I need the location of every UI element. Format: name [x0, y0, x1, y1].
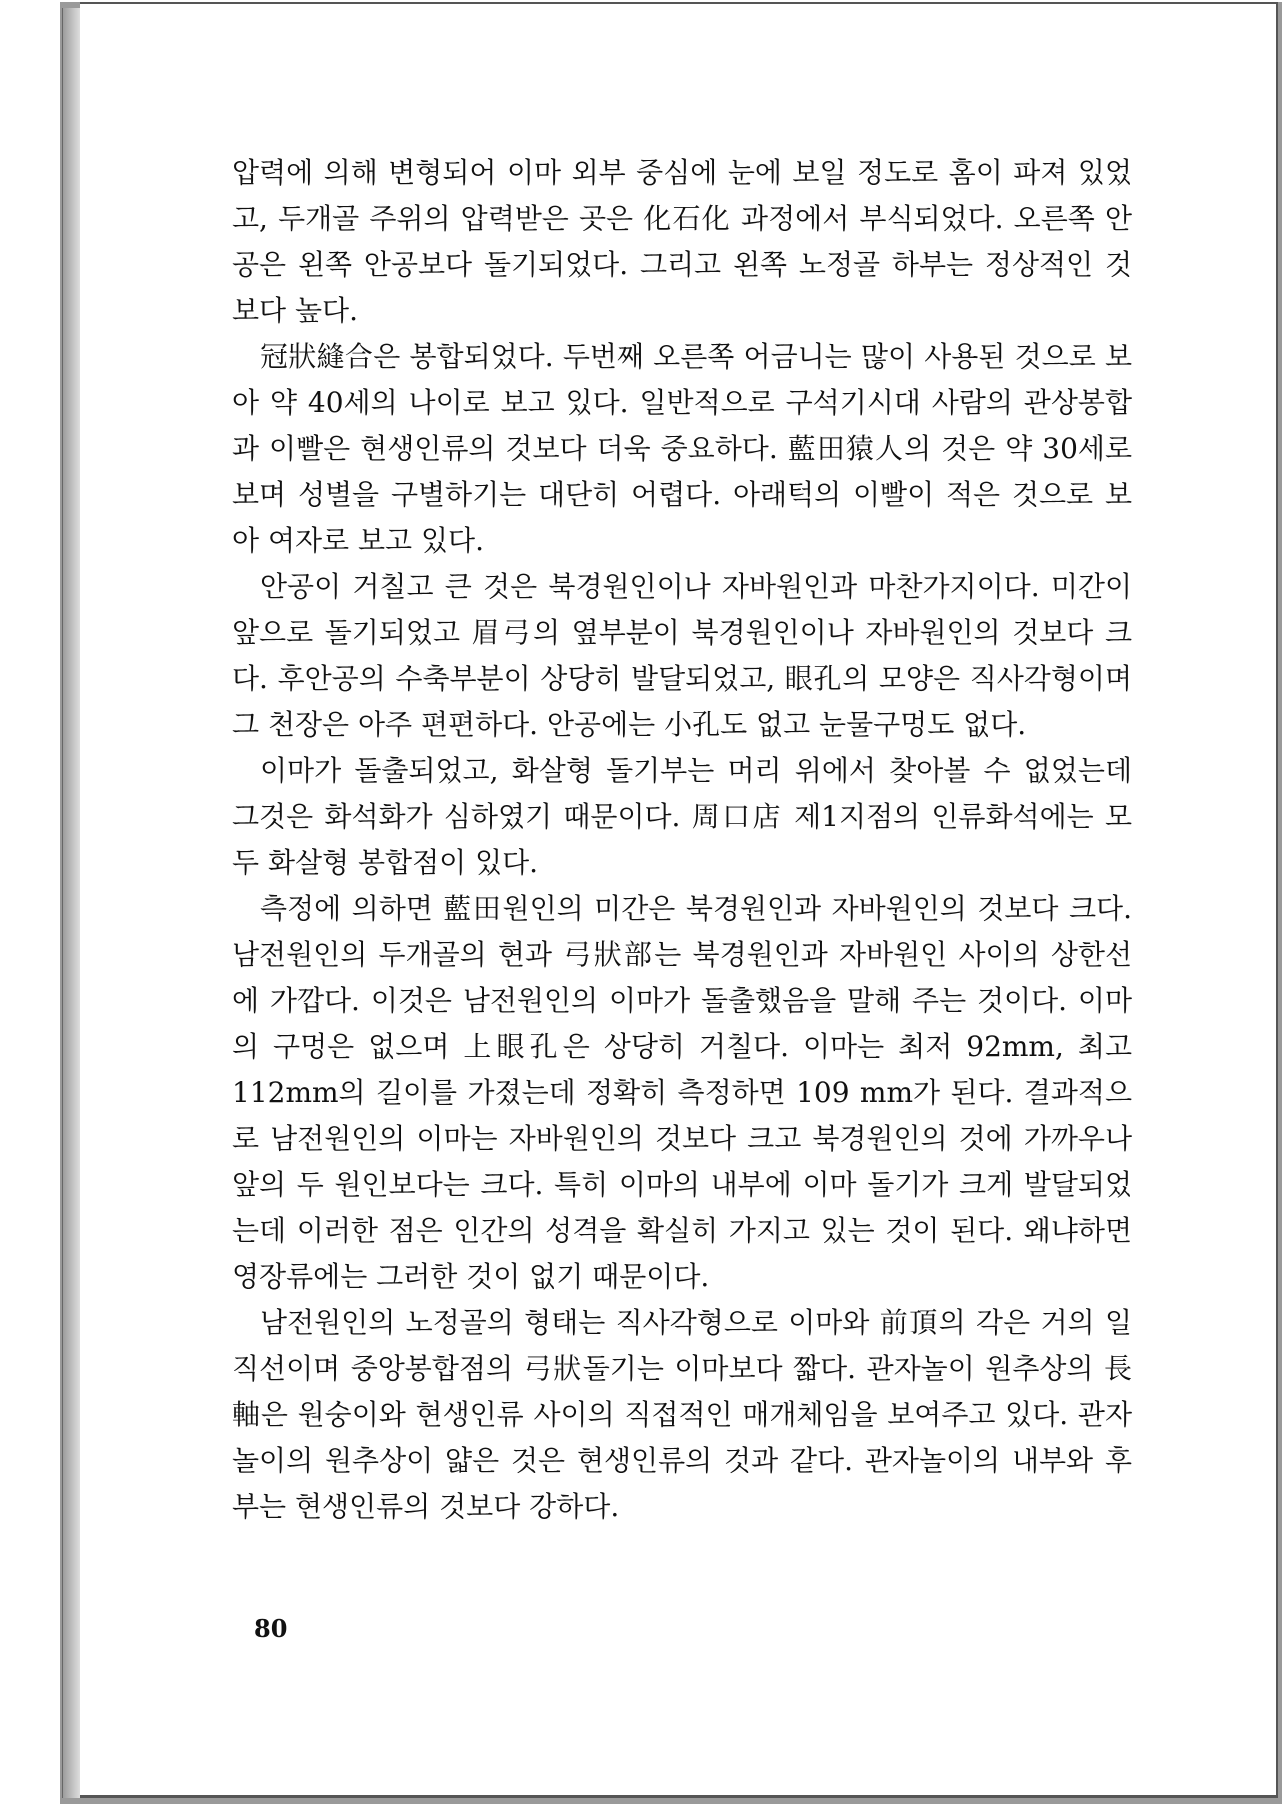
- paragraph-6: 남전원인의 노정골의 형태는 직사각형으로 이마와 前頂의 각은 거의 일직선이며 중앙봉합점의 弓狀돌기는 이마보다 짧다. 관자놀이 원추상의 長軸은 원숭이와 현생인류 사이의 직접적인 매개체임을 보여주고 있다. 관자놀이의 원추상이 얇은 것은 현생인류의 것과 같다. 관자놀이의 내부와 후부는 현생인류의 것보다 강하다.: [232, 1306, 1132, 1523]
- paragraph-2: 冠狀縫合은 봉합되었다. 두번째 오른쪽 어금니는 많이 사용된 것으로 보아 약 40세의 나이로 보고 있다. 일반적으로 구석기시대 사람의 관상봉합과 이빨은 현생인류의 것보다 더욱 중요하다. 藍田猿人의 것은 약 30세로 보며 성별을 구별하기는 대단히 어렵다. 아래턱의 이빨이 적은 것으로 보아 여자로 보고 있다.: [232, 340, 1132, 557]
- body-text: [232, 150, 1132, 1530]
- paragraph-5: 측정에 의하면 藍田원인의 미간은 북경원인과 자바원인의 것보다 크다. 남전원인의 두개골의 현과 弓狀部는 북경원인과 자바원인 사이의 상한선에 가깝다. 이것은 남전원인의 이마가 돌출했음을 말해 주는 것이다. 이마의 구멍은 없으며 上眼孔은 상당히 거칠다. 이마는 최저 92mm, 최고 112mm의 길이를 가졌는데 정확히 측정하면 109 mm가 된다. 결과적으로 남전원인의 이마는 자바원인의 것보다 크고 북경원인의 것에 가까우나 앞의 두 원인보다는 크다. 특히 이마의 내부에 이마 돌기가 크게 발달되었는데 이러한 점은 인간의 성격을 확실히 가지고 있는 것이 된다. 왜냐하면 영장류에는 그러한 것이 없기 때문이다.: [232, 892, 1132, 1293]
- paragraph-1: 압력에 의해 변형되어 이마 외부 중심에 눈에 보일 정도로 홈이 파져 있었고, 두개골 주위의 압력받은 곳은 化石化 과정에서 부식되었다. 오른쪽 안공은 왼쪽 안공보다 돌기되었다. 그리고 왼쪽 노정골 하부는 정상적인 것보다 높다.: [232, 156, 1132, 327]
- paragraph-4: 이마가 돌출되었고, 화살형 돌기부는 머리 위에서 찾아볼 수 없었는데 그것은 화석화가 심하였기 때문이다. 周口店 제1지점의 인류화석에는 모두 화살형 봉합점이 있다.: [232, 754, 1132, 879]
- paragraph-3: 안공이 거칠고 큰 것은 북경원인이나 자바원인과 마찬가지이다. 미간이 앞으로 돌기되었고 眉弓의 옆부분이 북경원인이나 자바원인의 것보다 크다. 후안공의 수축부분이 상당히 발달되었고, 眼孔의 모양은 직사각형이며 그 천장은 아주 편편하다. 안공에는 小孔도 없고 눈물구멍도 없다.: [232, 570, 1132, 741]
- page-number: 80: [254, 1614, 288, 1643]
